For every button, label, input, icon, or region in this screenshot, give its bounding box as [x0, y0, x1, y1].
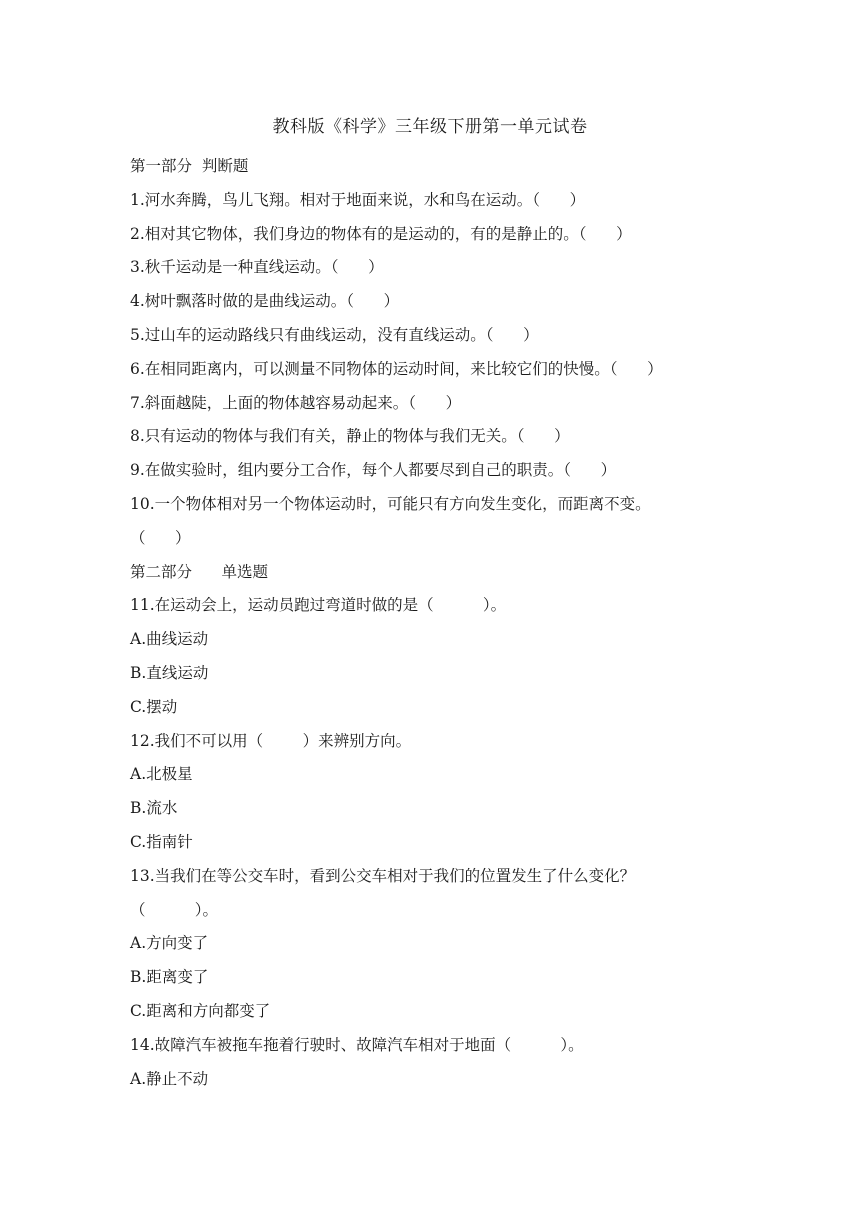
- question-12-option-a: A.北极星: [130, 765, 193, 784]
- question-11-option-a: A.曲线运动: [130, 630, 209, 649]
- question-13: 13.当我们在等公交车时，看到公交车相对于我们的位置发生了什么变化？: [130, 866, 636, 885]
- section-heading-judgement: 第一部分 判断题: [130, 157, 249, 175]
- question-11: 11.在运动会上，运动员跑过弯道时做的是（ ）。: [130, 596, 507, 615]
- question-13-option-a: A.方向变了: [130, 934, 209, 953]
- question-5: 5.过山车的运动路线只有曲线运动，没有直线运动。（ ）: [130, 325, 539, 344]
- question-6: 6.在相同距离内，可以测量不同物体的运动时间，来比较它们的快慢。（ ）: [130, 359, 663, 378]
- question-10: 10.一个物体相对另一个物体运动时，可能只有方向发生变化，而距离不变。: [130, 494, 651, 513]
- question-8: 8.只有运动的物体与我们有关，静止的物体与我们无关。（ ）: [130, 427, 570, 446]
- question-11-option-c: C.摆动: [130, 697, 178, 716]
- question-13-option-c: C.距离和方向都变了: [130, 1001, 271, 1020]
- question-10-answer-blank: （ ）: [130, 528, 191, 547]
- question-14: 14.故障汽车被拖车拖着行驶时、故障汽车相对于地面（ ）。: [130, 1035, 584, 1054]
- question-1: 1.河水奔腾，鸟儿飞翔。相对于地面来说，水和鸟在运动。（ ）: [130, 190, 586, 209]
- question-13-option-b: B.距离变了: [130, 968, 209, 987]
- question-11-option-b: B.直线运动: [130, 663, 209, 682]
- question-2: 2.相对其它物体，我们身边的物体有的是运动的，有的是静止的。（ ）: [130, 224, 632, 243]
- question-12-option-c: C.指南针: [130, 832, 193, 851]
- question-9: 9.在做实验时，组内要分工合作，每个人都要尽到自己的职责。（ ）: [130, 461, 617, 480]
- question-13-answer-blank: （ ）。: [130, 900, 219, 919]
- question-7: 7.斜面越陡，上面的物体越容易动起来。（ ）: [130, 393, 462, 412]
- exam-body: [130, 153, 830, 1099]
- section-heading-single-choice: 第二部分 单选题: [130, 562, 269, 581]
- question-14-option-a: A.静止不动: [130, 1069, 209, 1088]
- question-3: 3.秋千运动是一种直线运动。（ ）: [130, 258, 384, 277]
- exam-title: 教科版《科学》三年级下册第一单元试卷: [272, 117, 588, 137]
- question-4: 4.树叶飘落时做的是曲线运动。（ ）: [130, 292, 400, 311]
- question-12-option-b: B.流水: [130, 799, 178, 818]
- question-12: 12.我们不可以用（ ）来辨别方向。: [130, 731, 412, 750]
